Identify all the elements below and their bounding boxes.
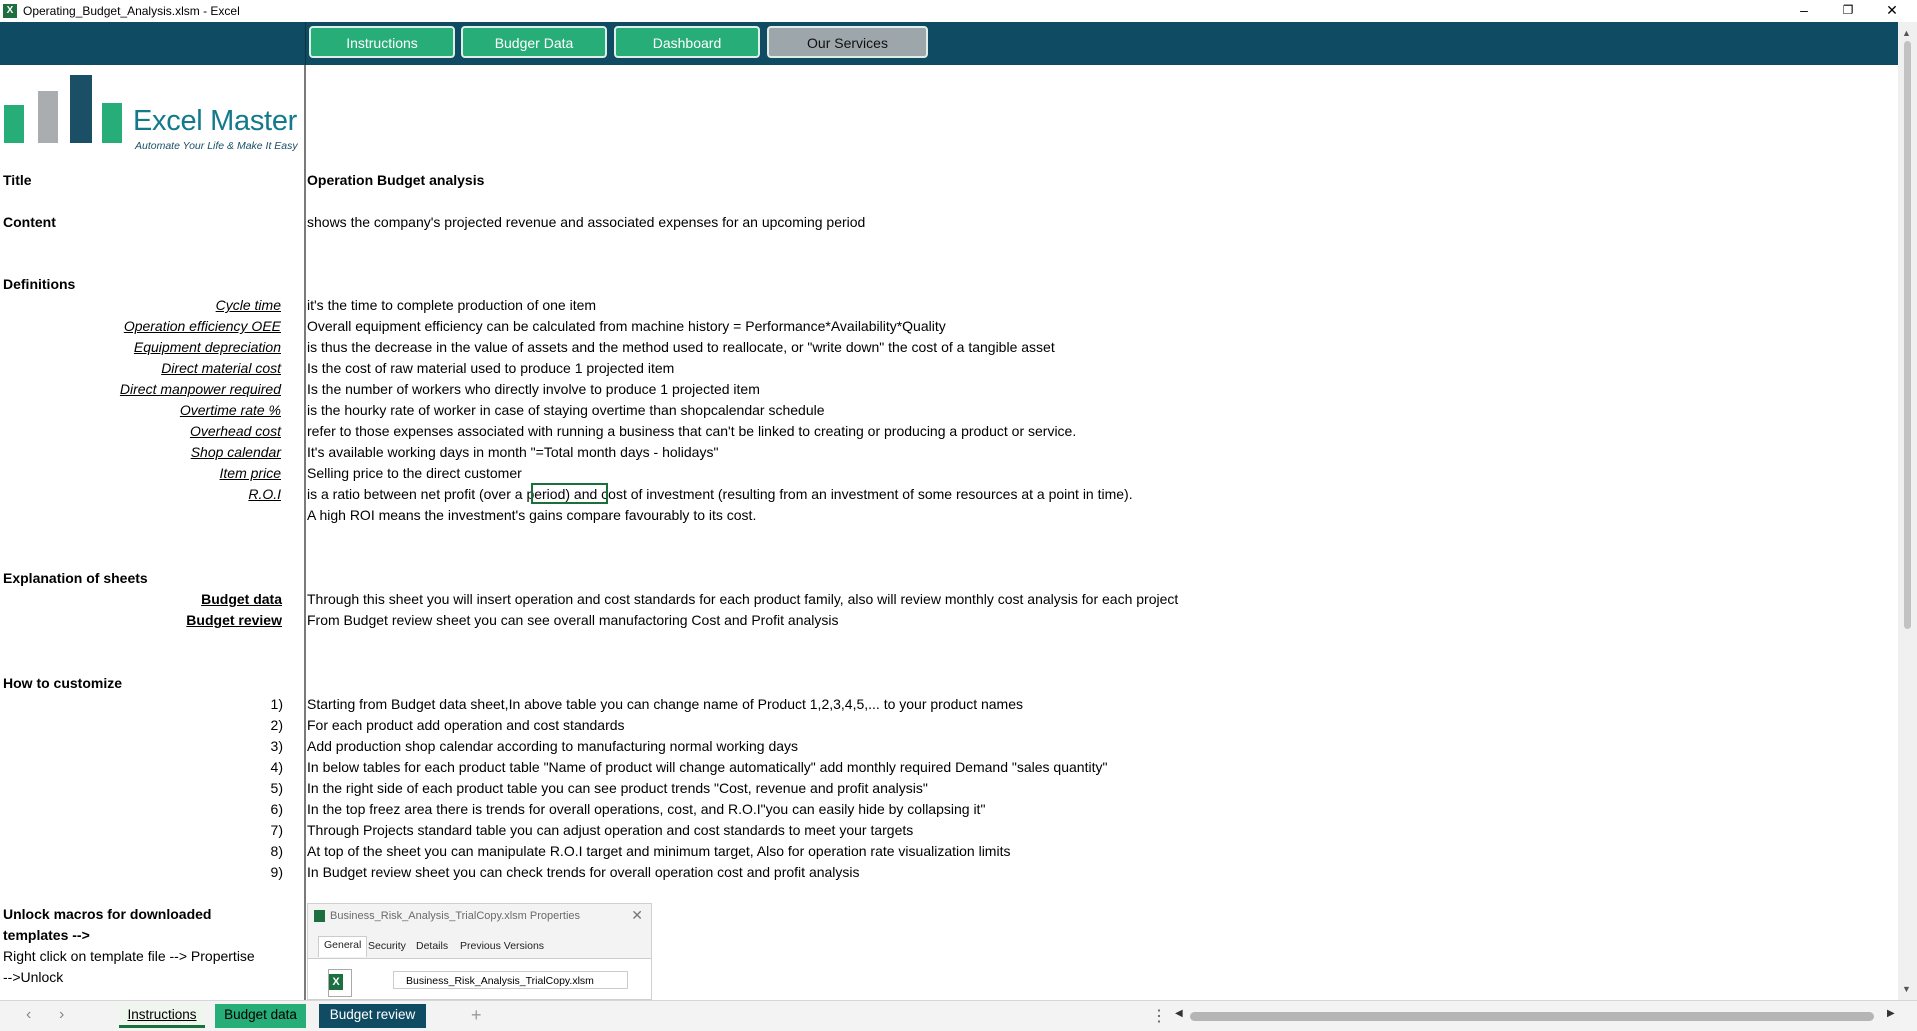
step-text: At top of the sheet you can manipulate R.O.I target and minimum target, Also for operation rate visualization limits [307, 843, 1011, 859]
file-icon [314, 910, 325, 922]
step-text: Through Projects standard table you can adjust operation and cost standards to meet your targets [307, 822, 914, 838]
content-label: Content [3, 214, 56, 230]
definition-term: R.O.I [248, 486, 281, 502]
link-budget-data[interactable]: Budget data [201, 591, 282, 607]
logo-bar-icon [102, 103, 122, 143]
prev-sheet-icon[interactable]: ‹ [26, 1006, 32, 1023]
definition-term: Equipment depreciation [133, 339, 281, 355]
more-options-icon[interactable]: ⋮ [1151, 1008, 1167, 1025]
definition-text: refer to those expenses associated with running a business that can't be linked to creating or producing a product or service. [307, 423, 1077, 439]
properties-body [308, 958, 652, 1000]
logo-bar-icon [38, 91, 58, 143]
definitions-label: Definitions [3, 276, 76, 292]
definition-term: Item price [219, 465, 281, 481]
excel-file-icon: X [328, 969, 352, 997]
explanation-label: Explanation of sheets [3, 570, 148, 586]
step-number: 2) [270, 717, 283, 733]
tab-previous-versions: Previous Versions [460, 940, 545, 952]
definition-text: It's available working days in month "=Total month days - holidays" [307, 444, 719, 460]
unlock-instruction-line1: Right click on template file --> Propertise [3, 948, 255, 964]
logo-tagline: Automate Your Life & Make It Easy [135, 140, 298, 152]
definition-text: is the hourky rate of worker in case of staying overtime than shopcalendar schedule [307, 402, 825, 418]
close-icon: ✕ [631, 907, 643, 923]
logo-bar-icon [4, 105, 24, 143]
sheet-tab-instructions[interactable]: Instructions [119, 1004, 205, 1028]
restore-button[interactable]: ❐ [1842, 3, 1854, 17]
nav-budget-data-button[interactable]: Budger Data [461, 26, 607, 58]
step-text: In below tables for each product table "Name of product will change automatically" add monthly required Demand "sales quantity" [307, 759, 1108, 775]
nav-dashboard-button[interactable]: Dashboard [614, 26, 760, 58]
add-sheet-button[interactable]: + [471, 1005, 482, 1025]
step-number: 9) [270, 864, 283, 880]
column-divider [304, 65, 306, 1000]
definition-term: Direct manpower required [119, 381, 281, 397]
definition-text: Is the number of workers who directly involve to produce 1 projected item [307, 381, 760, 397]
vertical-scroll-thumb[interactable] [1904, 41, 1911, 629]
step-number: 8) [270, 843, 283, 859]
step-text: Starting from Budget data sheet,In above table you can change name of Product 1,2,3,4,5,... to your product names [307, 696, 1024, 712]
step-text: In Budget review sheet you can check trends for overall operation cost and profit analysis [307, 864, 860, 880]
unlock-label-line2: templates --> [3, 927, 90, 943]
roi-extra-text: A high ROI means the investment's gains compare favourably to its cost. [307, 507, 757, 523]
unlock-label-line1: Unlock macros for downloaded [3, 906, 212, 922]
definition-text: Is the cost of raw material used to produce 1 projected item [307, 360, 675, 376]
next-sheet-icon[interactable]: › [59, 1006, 65, 1023]
excel-master-logo [4, 73, 304, 153]
content-value: shows the company's projected revenue and associated expenses for an upcoming period [307, 214, 866, 230]
step-number: 4) [270, 759, 283, 775]
sheet-explanation: From Budget review sheet you can see overall manufactoring Cost and Profit analysis [307, 612, 839, 628]
window-title: Operating_Budget_Analysis.xlsm - Excel [23, 4, 240, 18]
nav-band-left-cell [0, 22, 306, 65]
properties-title: Business_Risk_Analysis_TrialCopy.xlsm Properties [330, 910, 581, 922]
step-number: 5) [270, 780, 283, 796]
definition-text: is a ratio between net profit (over a period) and cost of investment (resulting from an investment of some resources at a point in time). [307, 486, 1133, 502]
sheet-tab-budget-review[interactable]: Budget review [319, 1004, 426, 1028]
step-number: 7) [270, 822, 283, 838]
excel-app-icon: X [3, 4, 17, 18]
definition-term: Shop calendar [190, 444, 281, 460]
close-button[interactable]: ✕ [1886, 2, 1898, 18]
sheet-tab-bar [0, 1000, 1917, 1031]
filename-field: Business_Risk_Analysis_TrialCopy.xlsm [393, 971, 628, 989]
tab-general: General [318, 936, 367, 957]
step-number: 1) [270, 696, 283, 712]
horizontal-scroll-thumb[interactable] [1190, 1012, 1874, 1021]
link-budget-review[interactable]: Budget review [186, 612, 282, 628]
nav-our-services-button[interactable]: Our Services [767, 26, 928, 58]
scroll-down-icon[interactable]: ▼ [1902, 984, 1911, 994]
logo-bar-icon [70, 75, 92, 143]
tab-security: Security [368, 940, 406, 952]
horizontal-scrollbar[interactable] [1175, 1010, 1895, 1022]
worksheet[interactable] [0, 65, 1898, 1000]
properties-window-image [307, 903, 652, 1000]
step-number: 3) [270, 738, 283, 754]
definition-text: it's the time to complete production of one item [307, 297, 597, 313]
definition-text: is thus the decrease in the value of assets and the method used to reallocate, or "write down" the cost of a tangible asset [307, 339, 1055, 355]
selected-cell[interactable] [531, 483, 608, 504]
minimize-button[interactable]: – [1800, 2, 1808, 18]
scroll-up-icon[interactable]: ▲ [1902, 28, 1911, 38]
sheet-explanation: Through this sheet you will insert operation and cost standards for each product family, also will review monthly cost analysis for each project [307, 591, 1179, 607]
step-text: In the top freez area there is trends for overall operations, cost, and R.O.I"you can easily hide by collapsing it" [307, 801, 986, 817]
definition-term: Direct material cost [161, 360, 281, 376]
definition-term: Overtime rate % [179, 402, 281, 418]
step-text: Add production shop calendar according to manufacturing normal working days [307, 738, 799, 754]
title-bar [0, 0, 1917, 22]
definition-term: Operation efficiency OEE [123, 318, 281, 334]
step-text: For each product add operation and cost standards [307, 717, 625, 733]
vertical-scrollbar[interactable] [1898, 22, 1917, 1000]
unlock-instruction-line2: -->Unlock [3, 969, 64, 985]
definition-term: Overhead cost [189, 423, 281, 439]
step-number: 6) [270, 801, 283, 817]
title-value: Operation Budget analysis [307, 172, 485, 188]
scroll-right-icon[interactable]: ▶ [1887, 1008, 1895, 1019]
definition-text: Overall equipment efficiency can be calculated from machine history = Performance*Availability*Quality [307, 318, 946, 334]
tab-details: Details [416, 940, 449, 952]
title-label: Title [3, 172, 32, 188]
scroll-left-icon[interactable]: ◀ [1175, 1008, 1183, 1019]
nav-instructions-button[interactable]: Instructions [309, 26, 455, 58]
definition-term: Cycle time [215, 297, 281, 313]
nav-band [0, 22, 1898, 65]
definition-text: Selling price to the direct customer [307, 465, 522, 481]
logo-name: Excel Master [133, 105, 297, 137]
customize-label: How to customize [3, 675, 123, 691]
sheet-tab-budget-data[interactable]: Budget data [215, 1004, 306, 1028]
step-text: In the right side of each product table you can see product trends "Cost, revenue and profit analysis" [307, 780, 928, 796]
